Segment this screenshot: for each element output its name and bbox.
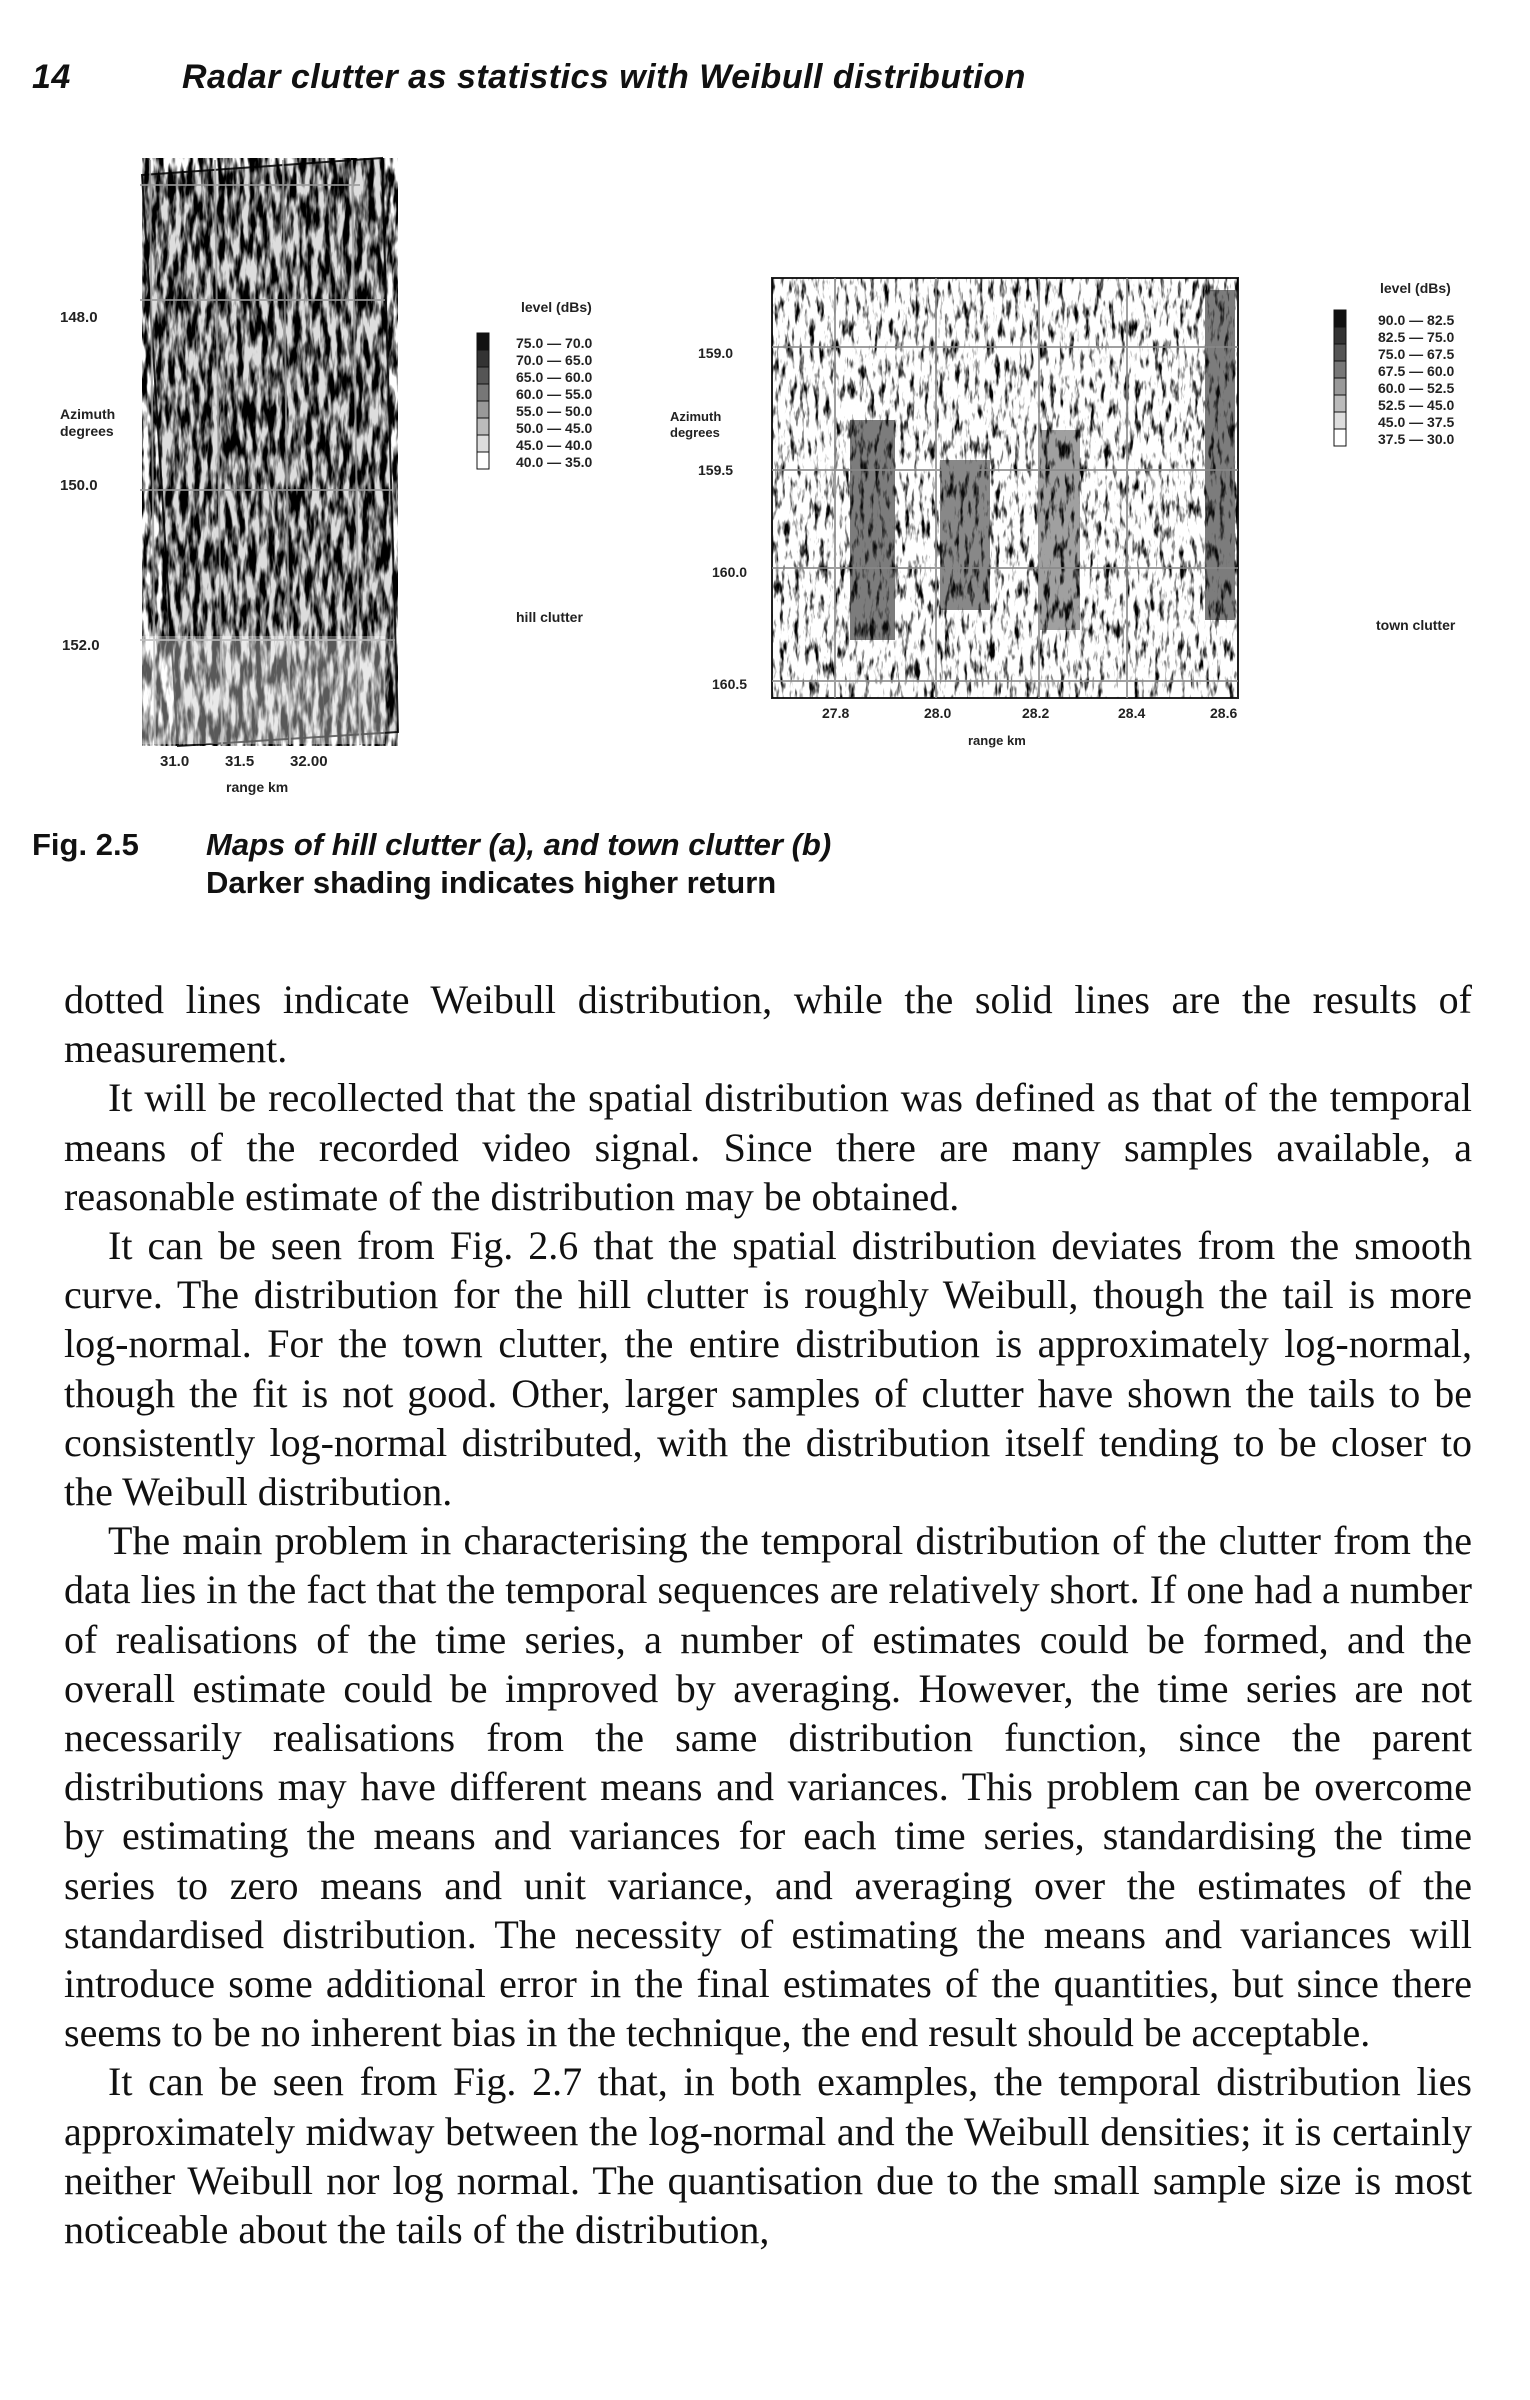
legend-a-level: 65.0 — 60.0 — [516, 369, 593, 385]
paragraph: It can be seen from Fig. 2.7 that, in both examples, the temporal distribution lies approximately midway between the log-normal and the Weibull densities; it is certainly neither Weibull nor log normal. The quantisation due to the small sample size is most noticeable about the tails of the distribution, — [64, 2059, 1472, 2253]
page-number: 14 — [32, 58, 71, 96]
legend-b-caption: town clutter — [1376, 617, 1456, 633]
map-b-y-tick: 159.0 — [698, 345, 734, 361]
legend-b-level: 45.0 — 37.5 — [1378, 414, 1455, 430]
map-a-y-tick: 152.0 — [62, 637, 100, 654]
map-a-y-tick: 148.0 — [60, 309, 98, 326]
paragraph: It can be seen from Fig. 2.6 that the spatial distribution deviates from the smooth curve. The distribution for the hill clutter is roughly Weibull, though the tail is more log-normal. For the town clutter, the entire distribution is approximately log-normal, though the fit is not good. Other, larger samples of clutter have shown the tails to be consistently log-normal distributed, with the distribution itself tending to be closer to the Weibull distribution. — [64, 1223, 1472, 1515]
map-a-y-label: Azimuth — [60, 406, 116, 422]
caption-line-1: Maps of hill clutter (a), and town clutter (b) — [206, 827, 832, 862]
figure-label: Fig. 2.5 — [32, 827, 139, 862]
legend-a-level: 55.0 — 50.0 — [516, 403, 593, 419]
legend-a-level: 70.0 — 65.0 — [516, 352, 593, 368]
map-hill-clutter — [60, 158, 398, 795]
map-b-y-tick: 160.5 — [712, 676, 748, 692]
map-b-x-tick: 28.4 — [1118, 705, 1146, 721]
legend-a-level: 75.0 — 70.0 — [516, 335, 593, 351]
map-a-x-label: range km — [226, 779, 289, 795]
legend-a-caption: hill clutter — [516, 609, 583, 625]
legend-b-level: 37.5 — 30.0 — [1378, 431, 1455, 447]
map-b-y-tick: 160.0 — [712, 564, 748, 580]
running-title: Radar clutter as statistics with Weibull distribution — [182, 58, 1026, 96]
map-b-y-tick: 159.5 — [698, 462, 734, 478]
legend-b-level: 90.0 — 82.5 — [1378, 312, 1455, 328]
legend-b-title: level (dBs) — [1380, 280, 1451, 296]
map-b-y-label: Azimuth — [670, 409, 722, 424]
map-a-y-label: degrees — [60, 423, 114, 439]
figure-caption — [32, 826, 831, 902]
legend-hill-clutter — [477, 299, 592, 625]
caption-line-2: Darker shading indicates higher return — [206, 865, 777, 900]
legend-a-level: 45.0 — 40.0 — [516, 437, 593, 453]
map-a-x-tick: 31.0 — [160, 753, 190, 770]
legend-b-level: 60.0 — 52.5 — [1378, 380, 1455, 396]
paragraph: The main problem in characterising the temporal distribution of the clutter from the data lies in the fact that the temporal sequences are relatively short. If one had a number of realisations of the time series, a number of estimates could be formed, and the overall estimate could be improved by averaging. However, the time series are not necessarily realisations from the same distribution function, since the parent distributions may have different means and variances. This problem can be overcome by estimating the means and variances for each time series, standardising the time series to zero means and unit variance, and averaging over the estimates of the standardised distribution. The necessity of estimating the means and variances will introduce some additional error in the final estimates of the quantities, but since there seems to be no inherent bias in the technique, the end result should be acceptable. — [64, 1518, 1472, 2056]
map-b-x-tick: 28.0 — [924, 705, 952, 721]
legend-a-level: 40.0 — 35.0 — [516, 454, 593, 470]
legend-b-level: 67.5 — 60.0 — [1378, 363, 1455, 379]
legend-a-level: 60.0 — 55.0 — [516, 386, 593, 402]
map-a-x-tick: 32.00 — [290, 753, 328, 770]
map-town-clutter — [670, 278, 1238, 748]
map-b-x-label: range km — [968, 733, 1026, 748]
legend-town-clutter — [1334, 280, 1456, 633]
map-b-x-tick: 27.8 — [822, 705, 850, 721]
legend-b-level: 75.0 — 67.5 — [1378, 346, 1455, 362]
map-a-x-tick: 31.5 — [225, 753, 255, 770]
map-b-x-tick: 28.2 — [1022, 705, 1050, 721]
legend-a-title: level (dBs) — [521, 299, 592, 315]
map-b-y-label: degrees — [670, 425, 720, 440]
legend-a-level: 50.0 — 45.0 — [516, 420, 593, 436]
map-b-x-tick: 28.6 — [1210, 705, 1238, 721]
legend-b-level: 82.5 — 75.0 — [1378, 329, 1455, 345]
body-text — [64, 975, 1472, 2254]
map-a-y-tick: 150.0 — [60, 477, 98, 494]
paragraph: It will be recollected that the spatial distribution was defined as that of the temporal means of the recorded video signal. Since there are many samples available, a reasonable estimate of the distribution may be obtained. — [64, 1075, 1472, 1219]
figure-2-5 — [0, 0, 1530, 820]
legend-b-level: 52.5 — 45.0 — [1378, 397, 1455, 413]
paragraph: dotted lines indicate Weibull distribution, while the solid lines are the results of measurement. — [64, 977, 1472, 1072]
